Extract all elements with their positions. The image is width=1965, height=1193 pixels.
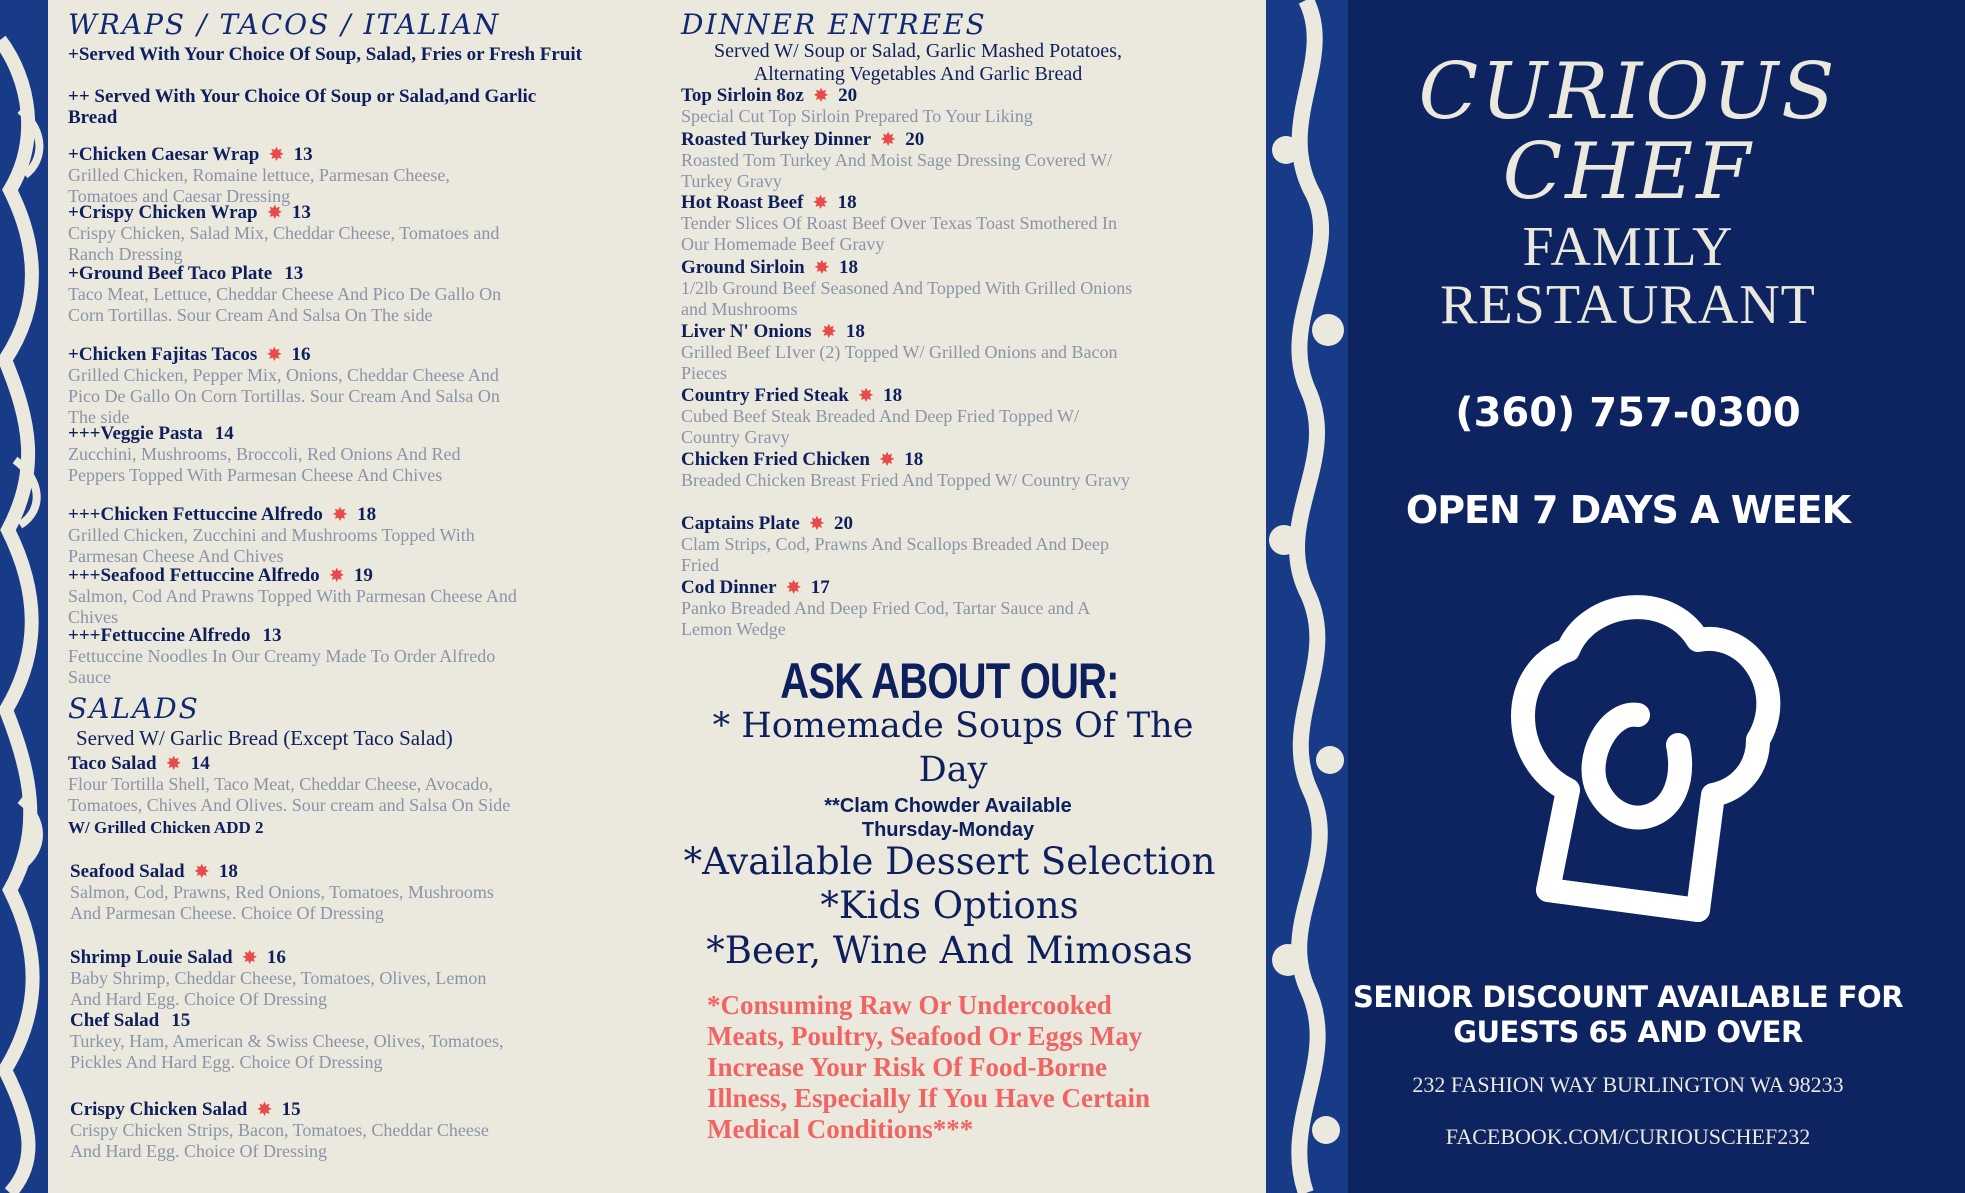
- item-name: Hot Roast Beef: [681, 192, 804, 213]
- senior-discount: SENIOR DISCOUNT AVAILABLE FOR GUESTS 65 AND OVER: [1352, 980, 1904, 1049]
- item-name: Chicken Fried Chicken: [681, 449, 870, 470]
- item-name: Liver N' Onions: [681, 321, 812, 342]
- facebook-link[interactable]: FACEBOOK.COM/CURIOUSCHEF232: [1445, 1124, 1811, 1149]
- star-icon: ✸: [242, 948, 257, 967]
- menu-item: [68, 626, 518, 688]
- chef-hat-icon: [1488, 590, 1808, 974]
- menu-item: [68, 505, 518, 567]
- menu-panel-left: [48, 0, 633, 1193]
- menu-item: [70, 948, 520, 1010]
- star-icon: ✸: [267, 345, 282, 364]
- star-icon: ✸: [858, 386, 874, 405]
- menu-item: [681, 386, 1141, 448]
- star-icon: ✸: [194, 862, 209, 881]
- star-icon: ✸: [809, 514, 824, 533]
- item-description: Taco Meat, Lettuce, Cheddar Cheese And Pico De Gallo On Corn Tortillas. Sour Cream And Salsa On The side: [68, 284, 502, 325]
- menu-item: [68, 203, 518, 265]
- item-description: Crispy Chicken Strips, Bacon, Tomatoes, Cheddar Cheese And Hard Egg. Choice Of Dressing: [70, 1120, 489, 1161]
- item-name: +Chicken Caesar Wrap: [68, 144, 260, 165]
- item-name: +Crispy Chicken Wrap: [68, 202, 258, 223]
- item-description: Panko Breaded And Deep Fried Cod, Tartar Sauce and A Lemon Wedge: [681, 598, 1090, 639]
- item-name: Top Sirloin 8oz: [681, 85, 804, 106]
- decorative-tile-left: [0, 0, 50, 1193]
- address: 232 FASHION WAY BURLINGTON WA 98233: [1412, 1072, 1844, 1097]
- item-name: Roasted Turkey Dinner: [681, 129, 872, 150]
- star-icon: ✸: [269, 145, 284, 164]
- ask-kids: *Kids Options: [820, 884, 1079, 927]
- item-description: Grilled Chicken, Zucchini and Mushrooms Topped With Parmesan Cheese And Chives: [68, 525, 475, 566]
- item-description: Grilled Chicken, Romaine lettuce, Parmesan Cheese, Tomatoes and Caesar Dressing: [68, 165, 450, 206]
- dinner-note: Served W/ Soup or Salad, Garlic Mashed Potatoes, Alternating Vegetables And Garlic Bread: [714, 40, 1122, 85]
- brand-name-line1: CURIOUS: [1418, 47, 1838, 137]
- item-price: 18: [845, 321, 865, 342]
- item-name: Country Fried Steak: [681, 385, 849, 406]
- item-description: 1/2lb Ground Beef Seasoned And Topped With Grilled Onions and Mushrooms: [681, 278, 1133, 319]
- item-name: Captains Plate: [681, 513, 800, 534]
- wraps-heading: WRAPS / TACOS / ITALIAN: [68, 8, 501, 41]
- star-icon: ✸: [814, 258, 829, 277]
- star-icon: ✸: [166, 754, 181, 773]
- item-description: Crispy Chicken, Salad Mix, Cheddar Cheese, Tomatoes and Ranch Dressing: [68, 223, 500, 264]
- item-description: Grilled Chicken, Pepper Mix, Onions, Cheddar Cheese And Pico De Gallo On Corn Tortillas. Sour Cream And Salsa On The side: [68, 365, 500, 427]
- item-price: 15: [281, 1099, 301, 1120]
- star-icon: ✸: [786, 578, 801, 597]
- item-price: 20: [834, 513, 853, 534]
- item-description: Flour Tortilla Shell, Taco Meat, Cheddar Cheese, Avocado, Tomatoes, Chives And Olives. Sour cream and Salsa On Side: [68, 774, 511, 815]
- item-description: Cubed Beef Steak Breaded And Deep Fried Topped W/ Country Gravy: [681, 406, 1079, 447]
- item-price: 13: [284, 263, 304, 284]
- menu-item: [681, 514, 1141, 576]
- ask-soups: * Homemade Soups Of The Day: [712, 706, 1194, 790]
- item-price: 13: [262, 625, 282, 646]
- item-price: 16: [266, 947, 286, 968]
- menu-item: [70, 862, 520, 924]
- menu-item: [681, 86, 1141, 127]
- item-name: +Ground Beef Taco Plate: [68, 263, 273, 284]
- star-icon: ✸: [881, 130, 896, 149]
- menu-item: [681, 578, 1141, 640]
- item-price: 18: [838, 257, 858, 278]
- item-price: 13: [293, 144, 313, 165]
- menu-item: [681, 258, 1141, 320]
- menu-item: [68, 566, 518, 628]
- item-price: 20: [838, 85, 858, 106]
- item-description: Tender Slices Of Roast Beef Over Texas Toast Smothered In Our Homemade Beef Gravy: [681, 213, 1117, 254]
- item-price: 18: [904, 449, 924, 470]
- menu-panel-middle: [633, 0, 1266, 1193]
- brand-name-line2: CHEF: [1502, 127, 1754, 217]
- taco-salad-addon: W/ Grilled Chicken ADD 2: [68, 818, 264, 837]
- star-icon: ✸: [813, 86, 829, 105]
- menu-item: [68, 145, 518, 207]
- item-description: Clam Strips, Cod, Prawns And Scallops Breaded And Deep Fried: [681, 534, 1109, 575]
- item-price: 14: [214, 423, 234, 444]
- star-icon: ✸: [813, 193, 828, 212]
- item-price: 15: [171, 1010, 191, 1031]
- item-name: Crispy Chicken Salad: [70, 1099, 248, 1120]
- menu-item: [681, 450, 1141, 491]
- item-price: 16: [291, 344, 311, 365]
- brand-sub-line1: FAMILY: [1522, 216, 1734, 278]
- item-name: Shrimp Louie Salad: [70, 947, 233, 968]
- brand-sub-line2: RESTAURANT: [1440, 274, 1816, 336]
- item-price: 20: [905, 129, 925, 150]
- item-name: Chef Salad: [70, 1010, 160, 1031]
- star-icon: ✸: [332, 505, 348, 524]
- item-name: +++Chicken Fettuccine Alfredo: [68, 504, 323, 525]
- menu-item-taco-salad: [68, 754, 538, 838]
- item-description: Breaded Chicken Breast Fried And Topped W/ Country Gravy: [681, 470, 1130, 490]
- menu-item: [681, 322, 1141, 384]
- menu-item: [681, 130, 1141, 192]
- salads-heading: SALADS: [68, 692, 200, 725]
- item-price: 18: [218, 861, 238, 882]
- item-description: Salmon, Cod And Prawns Topped With Parmesan Cheese And Chives: [68, 586, 517, 627]
- ask-beer: *Beer, Wine And Mimosas: [706, 929, 1193, 972]
- item-description: Grilled Beef LIver (2) Topped W/ Grilled Onions and Bacon Pieces: [681, 342, 1118, 383]
- item-name: +Chicken Fajitas Tacos: [68, 344, 258, 365]
- item-price: 17: [810, 577, 830, 598]
- food-safety-warning: *Consuming Raw Or Undercooked Meats, Poultry, Seafood Or Eggs May Increase Your Risk Of Food-Borne Illness, Especially If You Have Certain Medical Conditions***: [707, 990, 1151, 1144]
- salads-note: Served W/ Garlic Bread (Except Taco Salad): [76, 726, 453, 750]
- item-price: 13: [291, 202, 311, 223]
- star-icon: ✸: [821, 322, 836, 341]
- brand-panel: [1348, 0, 1965, 1193]
- item-price: 18: [357, 504, 377, 525]
- ask-heading: ASK ABOUT OUR:: [780, 653, 1119, 709]
- item-description: Roasted Tom Turkey And Moist Sage Dressing Covered W/ Turkey Gravy: [681, 150, 1113, 191]
- item-description: Salmon, Cod, Prawns, Red Onions, Tomatoes, Mushrooms And Parmesan Cheese. Choice Of Dressing: [70, 882, 494, 923]
- ask-dessert: *Available Dessert Selection: [683, 840, 1216, 883]
- item-description: Special Cut Top Sirloin Prepared To Your Liking: [681, 106, 1033, 126]
- wraps-note-1: +Served With Your Choice Of Soup, Salad, Fries or Fresh Fruit: [68, 44, 583, 65]
- menu-item: [681, 193, 1141, 255]
- item-name: +++Fettuccine Alfredo: [68, 625, 251, 646]
- menu-item: [70, 1011, 520, 1073]
- item-name: Cod Dinner: [681, 577, 777, 598]
- item-name: Ground Sirloin: [681, 257, 805, 278]
- star-icon: ✸: [267, 203, 282, 222]
- item-price: 18: [837, 192, 857, 213]
- ask-chowder: **Clam Chowder Available Thursday-Monday: [824, 795, 1072, 841]
- menu-item: [68, 345, 518, 428]
- item-name: Taco Salad: [68, 753, 157, 774]
- dinner-heading: DINNER ENTREES: [681, 8, 987, 41]
- hours-text: OPEN 7 DAYS A WEEK: [1405, 488, 1851, 532]
- item-description: Baby Shrimp, Cheddar Cheese, Tomatoes, Olives, Lemon And Hard Egg. Choice Of Dressing: [70, 968, 487, 1009]
- item-name: Seafood Salad: [70, 861, 185, 882]
- menu-item: [68, 264, 518, 326]
- item-description: Zucchini, Mushrooms, Broccoli, Red Onions And Red Peppers Topped With Parmesan Cheese And Chives: [68, 444, 461, 485]
- wraps-note-2: ++ Served With Your Choice Of Soup or Salad,and Garlic Bread: [68, 86, 537, 128]
- decorative-tile-middle: [1266, 0, 1348, 1193]
- item-price: 14: [190, 753, 210, 774]
- menu-item: [70, 1100, 520, 1162]
- menu-item: [68, 424, 518, 486]
- item-description: Turkey, Ham, American & Swiss Cheese, Olives, Tomatoes, Pickles And Hard Egg. Choice Of Dressing: [70, 1031, 504, 1072]
- star-icon: ✸: [879, 450, 895, 469]
- item-price: 18: [883, 385, 903, 406]
- item-name: +++Seafood Fettuccine Alfredo: [68, 565, 320, 586]
- item-description: Fettuccine Noodles In Our Creamy Made To Order Alfredo Sauce: [68, 646, 496, 687]
- item-price: 19: [353, 565, 373, 586]
- star-icon: ✸: [329, 566, 344, 585]
- item-name: +++Veggie Pasta: [68, 423, 203, 444]
- phone-number: (360) 757-0300: [1455, 390, 1801, 436]
- star-icon: ✸: [257, 1100, 272, 1119]
